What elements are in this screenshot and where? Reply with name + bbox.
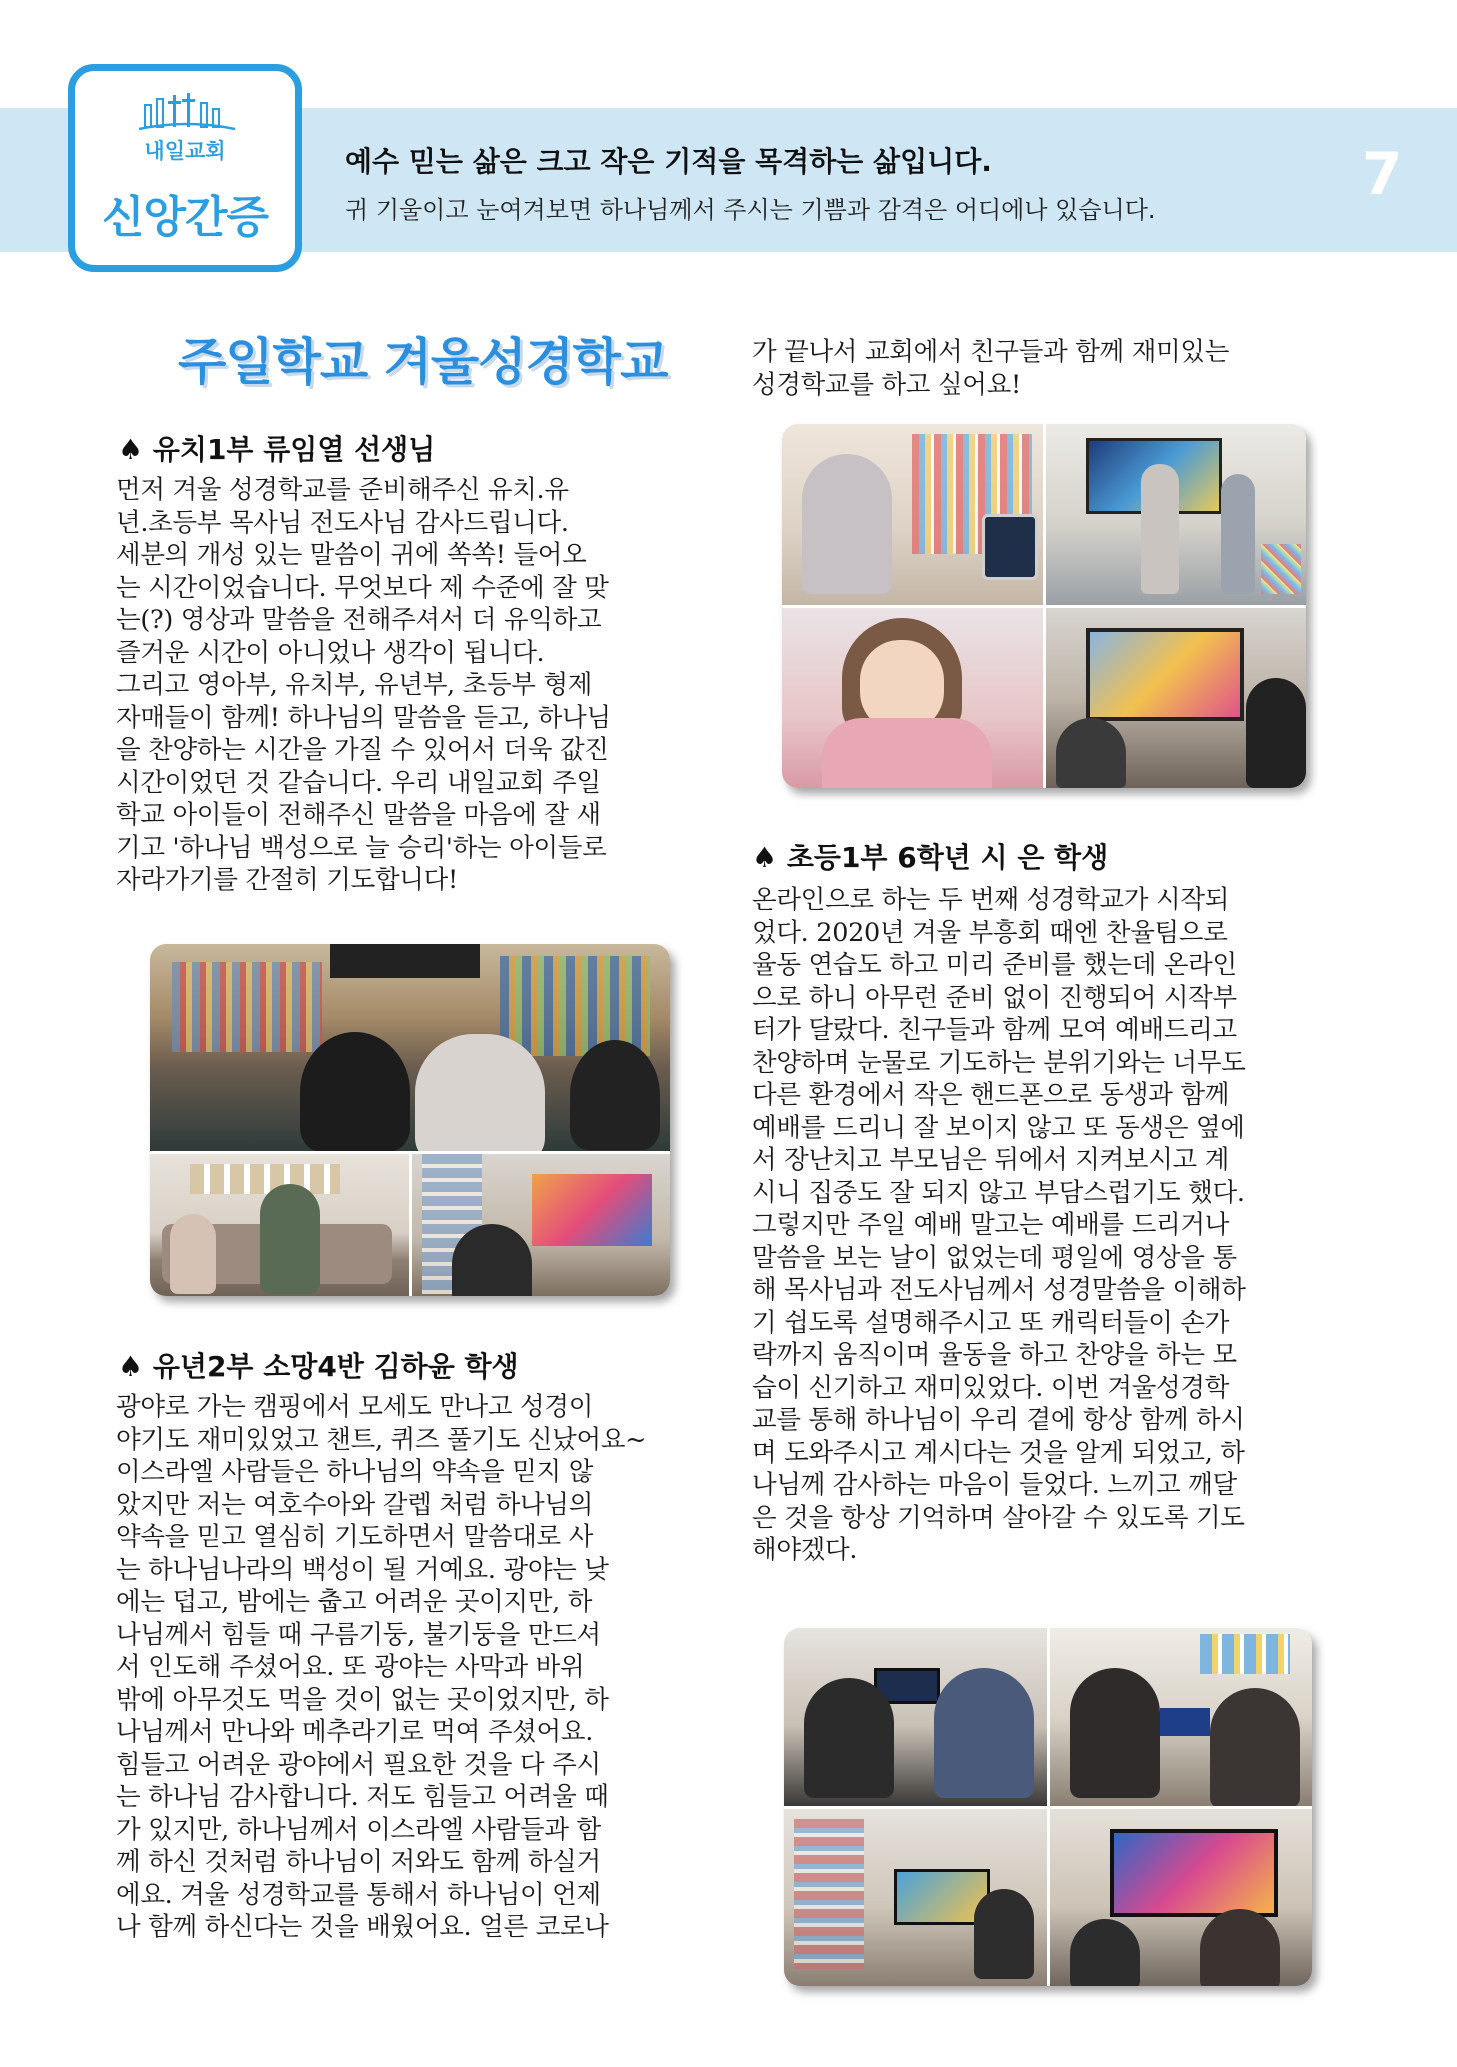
- photo-boys-dancing-before-tv: [1046, 424, 1307, 605]
- photo-collage-kindergarten: [150, 944, 670, 1296]
- section-body-continuation: 가 끝나서 교회에서 친구들과 함께 재미있는 성경학교를 하고 싶어요!: [752, 337, 1230, 400]
- section-heading-elementary-junior-student: ♠ 유년2부 소망4반 김하윤 학생: [118, 1350, 519, 1383]
- photo-children-watching-tv: [150, 944, 670, 1151]
- section-category-title: 신앙간증: [101, 192, 268, 243]
- page-number: 7: [1362, 140, 1403, 208]
- church-logo-box: [68, 64, 302, 272]
- photo-boys-with-phone: [784, 1628, 1047, 1806]
- photo-children-watching-large-tv: [1050, 1809, 1313, 1987]
- section-heading-kindergarten-teacher: ♠ 유치1부 류임열 선생님: [118, 433, 436, 466]
- section-body-elementary-grade6-student: 온라인으로 하는 두 번째 성경학교가 시작되 었다. 2020년 겨울 부흥회 때엔 찬율팀으로 율동 연습도 하고 미리 준비를 했는데 온라인 으로 하니 아무런 준비 없이 진행되어 시작부 터가 달랐다. 친구들과 함께 모여 예배드리고 찬양하며 눈물로 기도하는 분위기와는 너무도 다른 환경에서 작은 핸드폰으로 동생과 함께 예배를 드리니 잘 보이지 않고 또 동생은 옆에 서 장난치고 부모님은 뒤에서 지켜보시고 계 시니 집중도 잘 되지 않고 부담스럽기도 했다. 그렇지만 주일 예배 말고는 예배를 드리거나 말씀을 보는 날이 없었는데 평일에 영상을 통 해 목사님과 전도사님께서 성경말씀을 이해하 기 쉽도록 설명해주시고 또 캐릭터들이 손가 락까지 움직이며 율동을 하고 찬양을 하는 모 습이 신기하고 재미있었다. 이번 겨울성경학 교를 통해 하나님이 우리 곁에 항상 함께 하시 며 도와주시고 계시다는 것을 알게 되었고, 하 나님께 감사하는 마음이 들었다. 느끼고 깨달 은 것을 항상 기억하며 살아갈 수 있도록 기도 해야겠다.: [752, 885, 1246, 1565]
- church-name: 내일교회: [144, 139, 226, 163]
- article-title: 주일학교 겨울성경학교: [178, 333, 668, 391]
- photo-boy-with-tablet: [782, 424, 1043, 605]
- section-heading-elementary-grade6-student: ♠ 초등1부 6학년 시 은 학생: [752, 841, 1109, 874]
- photo-children-watching-worship: [412, 1154, 671, 1296]
- photo-girl-with-tablet: [782, 608, 1043, 789]
- section-body-elementary-junior-student: 광야로 가는 캠핑에서 모세도 만나고 성경이 야기도 재미있었고 챈트, 퀴즈 풀기도 신났어요~ 이스라엘 사람들은 하나님의 약속을 믿지 않 았지만 저는 여호수아와 갈렙 처럼 하나님의 약속을 믿고 열심히 기도하면서 말씀대로 사 는 하나님나라의 백성이 될 거예요. 광야는 낮 에는 덥고, 밤에는 춥고 어려운 곳이지만, 하 나님께서 힘들 때 구름기둥, 불기둥을 만드셔 서 인도해 주셨어요. 또 광야는 사막과 바위 밖에 아무것도 먹을 것이 없는 곳이었지만, 하 나님께서 만나와 메추라기로 먹여 주셨어요. 힘들고 어려운 광야에서 필요한 것을 다 주시 는 하나님 감사합니다. 저도 힘들고 어려울 때 가 있지만, 하나님께서 이스라엘 사람들과 함 께 하신 것처럼 하나님이 저와도 함께 하실거 에요. 겨울 성경학교를 통해서 하나님이 언제 나 함께 하신다는 것을 배웠어요. 얼른 코로나: [116, 1392, 647, 1942]
- header-sub-line: 귀 기울이고 눈여겨보면 하나님께서 주시는 기쁨과 감격은 어디에나 있습니다.: [345, 196, 1156, 224]
- photo-children-with-laptop: [1050, 1628, 1313, 1806]
- photo-children-before-small-tv: [784, 1809, 1047, 1987]
- photo-collage-elementary-junior: [782, 424, 1306, 788]
- photo-collage-elementary-grade6: [784, 1628, 1312, 1986]
- section-body-kindergarten-teacher: 먼저 겨울 성경학교를 준비해주신 유치.유 년.초등부 목사님 전도사님 감사드립니다. 세분의 개성 있는 말씀이 귀에 쏙쏙! 들어오 는 시간이었습니다. 무엇보다 제 수준에 잘 맞 는(?) 영상과 말씀을 전해주셔서 더 유익하고 즐거운 시간이 아니었나 생각이 됩니다. 그리고 영아부, 유치부, 유년부, 초등부 형제 자매들이 함께! 하나님의 말씀을 듣고, 하나님 을 찬양하는 시간을 가질 수 있어서 더욱 값진 시간이었던 것 같습니다. 우리 내일교회 주일 학교 아이들이 전해주신 말씀을 마음에 잘 새 기고 '하나님 백성으로 늘 승리'하는 아이들로 자라가기를 간절히 기도합니다!: [116, 475, 611, 895]
- photo-children-watching-tv-2: [1046, 608, 1307, 789]
- header-main-line: 예수 믿는 삶은 크고 작은 기적을 목격하는 삶입니다.: [345, 145, 992, 178]
- church-skyline-icon: [137, 91, 237, 133]
- photo-children-dancing: [150, 1154, 409, 1296]
